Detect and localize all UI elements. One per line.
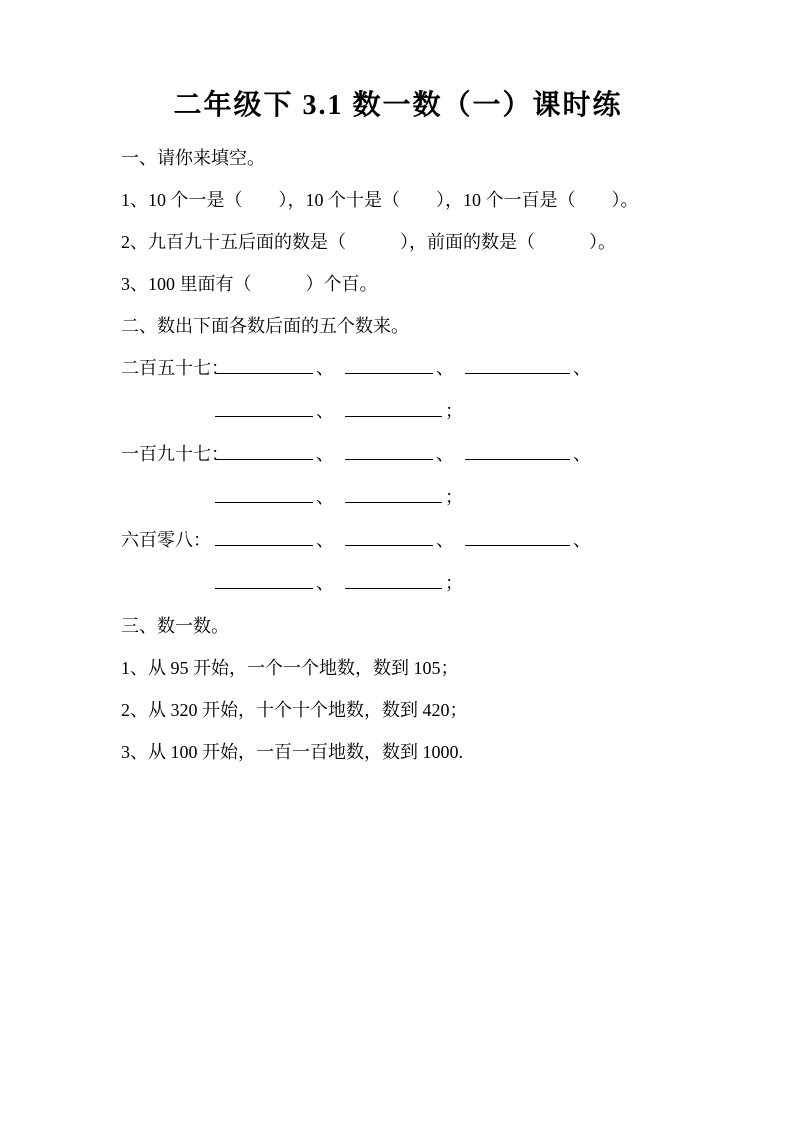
separator-comma: 、 bbox=[436, 530, 454, 550]
answer-blank[interactable] bbox=[465, 455, 570, 460]
counting-row bbox=[121, 487, 675, 507]
separator-semicolon: ； bbox=[445, 573, 463, 593]
separator-comma: 、 bbox=[316, 573, 334, 593]
answer-blank[interactable] bbox=[345, 412, 442, 417]
separator-comma: 、 bbox=[316, 358, 334, 378]
question-line-3-3: 3、从 100 开始，一百一百地数，数到 1000. bbox=[121, 742, 463, 762]
answer-blank[interactable] bbox=[465, 541, 570, 546]
answer-blank[interactable] bbox=[345, 584, 442, 589]
answer-blank[interactable] bbox=[345, 369, 433, 374]
counting-label: 六百零八： bbox=[121, 530, 211, 550]
separator-comma: 、 bbox=[436, 444, 454, 464]
section1-heading: 一、请你来填空。 bbox=[121, 148, 265, 168]
question-line-3-2: 2、从 320 开始，十个十个地数，数到 420； bbox=[121, 700, 468, 720]
separator-semicolon: ； bbox=[445, 401, 463, 421]
answer-blank[interactable] bbox=[215, 455, 313, 460]
separator-semicolon: ； bbox=[445, 487, 463, 507]
answer-blank[interactable] bbox=[215, 584, 313, 589]
answer-blank[interactable] bbox=[215, 369, 313, 374]
separator-comma: 、 bbox=[316, 444, 334, 464]
counting-row bbox=[121, 444, 675, 464]
separator-comma: 、 bbox=[573, 358, 591, 378]
counting-item-257 bbox=[121, 358, 675, 421]
page-title: 二年级下 3.1 数一数（一）课时练 bbox=[173, 90, 623, 121]
counting-item-608 bbox=[121, 530, 675, 593]
counting-label: 一百九十七： bbox=[121, 444, 229, 464]
separator-comma: 、 bbox=[573, 444, 591, 464]
section3-heading: 三、数一数。 bbox=[121, 616, 229, 636]
section2-heading: 二、数出下面各数后面的五个数来。 bbox=[121, 316, 409, 336]
answer-blank[interactable] bbox=[345, 498, 442, 503]
answer-blank[interactable] bbox=[345, 455, 433, 460]
counting-item-197 bbox=[121, 444, 675, 507]
question-line-1-1: 1、10 个一是（ ），10 个十是（ ），10 个一百是（ ）。 bbox=[121, 190, 639, 210]
counting-row bbox=[121, 530, 675, 550]
separator-comma: 、 bbox=[573, 530, 591, 550]
counting-row bbox=[121, 358, 675, 378]
question-line-3-1: 1、从 95 开始，一个一个地数，数到 105； bbox=[121, 658, 459, 678]
answer-blank[interactable] bbox=[345, 541, 433, 546]
answer-blank[interactable] bbox=[215, 412, 313, 417]
counting-label: 二百五十七： bbox=[121, 358, 229, 378]
question-line-1-3: 3、100 里面有（ ）个百。 bbox=[121, 274, 378, 294]
answer-blank[interactable] bbox=[465, 369, 570, 374]
separator-comma: 、 bbox=[316, 530, 334, 550]
question-line-1-2: 2、九百九十五后面的数是（ ），前面的数是（ ）。 bbox=[121, 232, 616, 252]
separator-comma: 、 bbox=[316, 487, 334, 507]
separator-comma: 、 bbox=[436, 358, 454, 378]
answer-blank[interactable] bbox=[215, 498, 313, 503]
counting-row bbox=[121, 401, 675, 421]
answer-blank[interactable] bbox=[215, 541, 313, 546]
separator-comma: 、 bbox=[316, 401, 334, 421]
counting-row bbox=[121, 573, 675, 593]
